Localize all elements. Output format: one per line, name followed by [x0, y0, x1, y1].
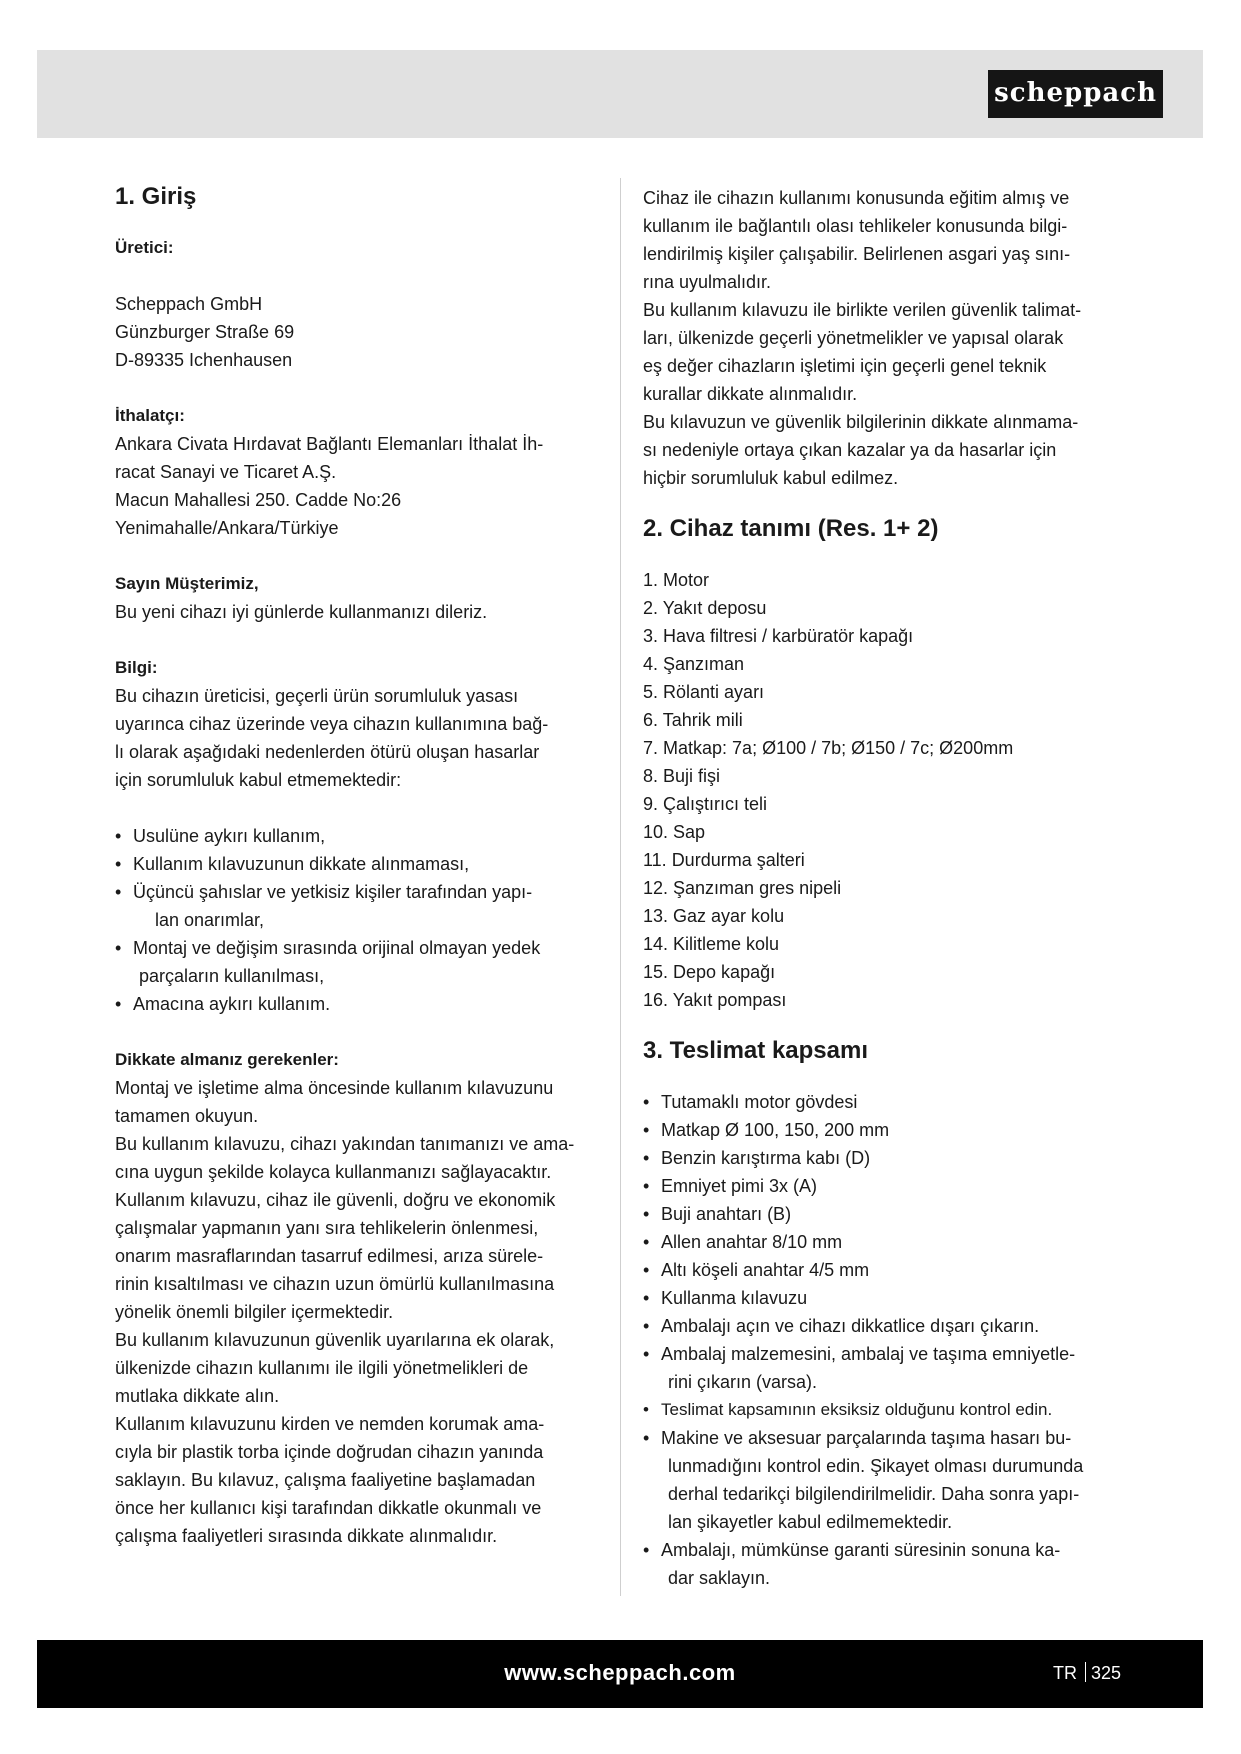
section-heading-intro: 1. Giriş — [115, 183, 197, 210]
language-code: TR — [1052, 1663, 1077, 1683]
list-item: 4. Şanzıman — [643, 654, 745, 674]
page-number: 325 — [1090, 1663, 1121, 1683]
liability-list — [115, 822, 607, 1018]
text-line: Kullanım kılavuzunu kirden ve nemden korumak ama- — [115, 1414, 545, 1434]
list-item: • Kullanma kılavuzu — [643, 1284, 1123, 1312]
delivery-scope-list — [643, 1088, 1123, 1592]
manufacturer-label: Üretici: — [115, 238, 174, 257]
text-line: tamamen okuyun. — [115, 1106, 259, 1126]
text-line: rına uyulmalıdır. — [643, 272, 772, 292]
list-item: • Amacına aykırı kullanım. — [115, 990, 607, 1018]
text-line: Kullanım kılavuzu, cihaz ile güvenli, doğru ve ekonomik — [115, 1190, 556, 1210]
text-line: için sorumluluk kabul etmemektedir: — [115, 770, 402, 790]
text-line: Bu kılavuzun ve güvenlik bilgilerinin dikkate alınmama- — [643, 412, 1079, 432]
text-line: Bu kullanım kılavuzu, cihazı yakından tanımanızı ve ama- — [115, 1134, 575, 1154]
list-item: 8. Buji fişi — [643, 766, 721, 786]
list-item: • Teslimat kapsamının eksiksiz olduğunu kontrol edin. — [643, 1396, 1123, 1424]
address-line: Macun Mahallesi 250. Cadde No:26 — [115, 490, 402, 510]
text-line: hiçbir sorumluluk kabul edilmez. — [643, 468, 899, 488]
text-line: ülkenizde cihazın kullanımı ile ilgili yönetmelikleri de — [115, 1358, 529, 1378]
text-line: çalışmalar yapmanın yanı sıra tehlikelerin önlenmesi, — [115, 1218, 539, 1238]
list-item: 3. Hava filtresi / karbüratör kapağı — [643, 626, 914, 646]
text-line: kurallar dikkate alınmalıdır. — [643, 384, 858, 404]
page-footer — [37, 1640, 1203, 1708]
text-line: Bu kullanım kılavuzu ile birlikte verilen güvenlik talimat- — [643, 300, 1082, 320]
address-line: Yenimahalle/Ankara/Türkiye — [115, 518, 339, 538]
list-item: • Buji anahtarı (B) — [643, 1200, 1123, 1228]
list-item: • Makine ve aksesuar parçalarında taşıma hasarı bu- lunmadığını kontrol edin. Şikayet olması durumunda derhal tedarikçi bilgilendirilmelidir. Daha sonra yapı- lan şikayetler kabul edilmemektedir. — [643, 1424, 1123, 1536]
attention-paragraph — [115, 1074, 607, 1550]
list-item: 14. Kilitleme kolu — [643, 934, 780, 954]
list-item: • Ambalajı açın ve cihazı dikkatlice dışarı çıkarın. — [643, 1312, 1123, 1340]
list-item: • Tutamaklı motor gövdesi — [643, 1088, 1123, 1116]
text-line: kullanım ile bağlantılı olası tehlikeler konusunda bilgi- — [643, 216, 1068, 236]
text-line: çalışma faaliyetleri sırasında dikkate alınmalıdır. — [115, 1526, 498, 1546]
list-item: 15. Depo kapağı — [643, 962, 776, 982]
address-line: Ankara Civata Hırdavat Bağlantı Elemanları İthalat İh- — [115, 434, 544, 454]
text-line: yönelik önemli bilgiler içermektedir. — [115, 1302, 394, 1322]
greeting-text: Bu yeni cihazı iyi günlerde kullanmanızı dileriz. — [115, 602, 488, 622]
list-item: 6. Tahrik mili — [643, 710, 743, 730]
text-line: Bu kullanım kılavuzunun güvenlik uyarılarına ek olarak, — [115, 1330, 555, 1350]
page-header — [37, 50, 1203, 138]
info-label: Bilgi: — [115, 658, 158, 677]
brand-logo: scheppach — [988, 70, 1163, 118]
list-item: 1. Motor — [643, 570, 710, 590]
list-item: • Usulüne aykırı kullanım, — [115, 822, 607, 850]
parts-list — [643, 566, 1123, 1014]
address-line: Günzburger Straße 69 — [115, 322, 295, 342]
left-column — [115, 180, 607, 1550]
text-line: Cihaz ile cihazın kullanımı konusunda eğitim almış ve — [643, 188, 1070, 208]
importer-address — [115, 430, 607, 542]
list-item: • Benzin karıştırma kabı (D) — [643, 1144, 1123, 1172]
list-item: 12. Şanzıman gres nipeli — [643, 878, 842, 898]
importer-label: İthalatçı: — [115, 406, 185, 425]
text-line: lendirilmiş kişiler çalışabilir. Belirlenen asgari yaş sını- — [643, 244, 1071, 264]
address-line: D-89335 Ichenhausen — [115, 350, 293, 370]
text-line: cıyla bir plastik torba içinde doğrudan cihazın yanında — [115, 1442, 544, 1462]
list-item: • Emniyet pimi 3x (A) — [643, 1172, 1123, 1200]
text-line: ları, ülkenizde geçerli yönetmelikler ve yapısal olarak — [643, 328, 1064, 348]
list-item: • Montaj ve değişim sırasında orijinal olmayan yedek parçaların kullanılması, — [115, 934, 607, 990]
list-item: • Ambalajı, mümkünse garanti süresinin sonuna ka- dar saklayın. — [643, 1536, 1123, 1592]
text-line: cına uygun şekilde kolayca kullanmanızı sağlayacaktır. — [115, 1162, 552, 1182]
text-line: saklayın. Bu kılavuz, çalışma faaliyetine başlamadan — [115, 1470, 536, 1490]
list-item: 2. Yakıt deposu — [643, 598, 767, 618]
list-item: 9. Çalıştırıcı teli — [643, 794, 768, 814]
greeting-label: Sayın Müşterimiz, — [115, 574, 259, 593]
list-item: 10. Sap — [643, 822, 706, 842]
text-line: eş değer cihazların işletimi için geçerli genel teknik — [643, 356, 1047, 376]
intro-paragraph — [643, 184, 1123, 492]
text-line: Montaj ve işletime alma öncesinde kullanım kılavuzunu — [115, 1078, 554, 1098]
text-line: onarım masraflarından tasarruf edilmesi, arıza sürele- — [115, 1246, 544, 1266]
manufacturer-address — [115, 290, 607, 374]
list-item: 11. Durdurma şalteri — [643, 850, 805, 870]
section-heading-scope: 3. Teslimat kapsamı — [643, 1037, 868, 1064]
page-info — [1053, 1662, 1121, 1684]
attention-label: Dikkate almanız gerekenler: — [115, 1050, 339, 1069]
list-item: • Allen anahtar 8/10 mm — [643, 1228, 1123, 1256]
list-item: 13. Gaz ayar kolu — [643, 906, 785, 926]
list-item: 5. Rölanti ayarı — [643, 682, 765, 702]
text-line: mutlaka dikkate alın. — [115, 1386, 280, 1406]
text-line: sı nedeniyle ortaya çıkan kazalar ya da hasarlar için — [643, 440, 1057, 460]
column-divider — [620, 178, 621, 1596]
text-line: Bu cihazın üreticisi, geçerli ürün sorumluluk yasası — [115, 686, 519, 706]
text-line: lı olarak aşağıdaki nedenlerden ötürü oluşan hasarlar — [115, 742, 540, 762]
right-column — [643, 180, 1123, 1592]
text-line: önce her kullanıcı kişi tarafından dikkatle okunmalı ve — [115, 1498, 542, 1518]
text-line: rinin kısaltılması ve cihazın uzun ömürlü kullanılmasına — [115, 1274, 555, 1294]
list-item: • Ambalaj malzemesini, ambalaj ve taşıma emniyetle- rini çıkarın (varsa). — [643, 1340, 1123, 1396]
list-item: 16. Yakıt pompası — [643, 990, 787, 1010]
list-item: • Altı köşeli anahtar 4/5 mm — [643, 1256, 1123, 1284]
list-item: • Matkap Ø 100, 150, 200 mm — [643, 1116, 1123, 1144]
info-paragraph — [115, 682, 607, 794]
section-heading-description: 2. Cihaz tanımı (Res. 1+ 2) — [643, 515, 939, 542]
website-link[interactable]: www.scheppach.com — [504, 1660, 736, 1685]
list-item: 7. Matkap: 7a; Ø100 / 7b; Ø150 / 7c; Ø200mm — [643, 738, 1014, 758]
separator — [1085, 1662, 1086, 1682]
text-line: uyarınca cihaz üzerinde veya cihazın kullanımına bağ- — [115, 714, 549, 734]
list-item: • Üçüncü şahıslar ve yetkisiz kişiler tarafından yapı- lan onarımlar, — [115, 878, 607, 934]
address-line: Scheppach GmbH — [115, 294, 263, 314]
address-line: racat Sanayi ve Ticaret A.Ş. — [115, 462, 337, 482]
list-item: • Kullanım kılavuzunun dikkate alınmaması, — [115, 850, 607, 878]
